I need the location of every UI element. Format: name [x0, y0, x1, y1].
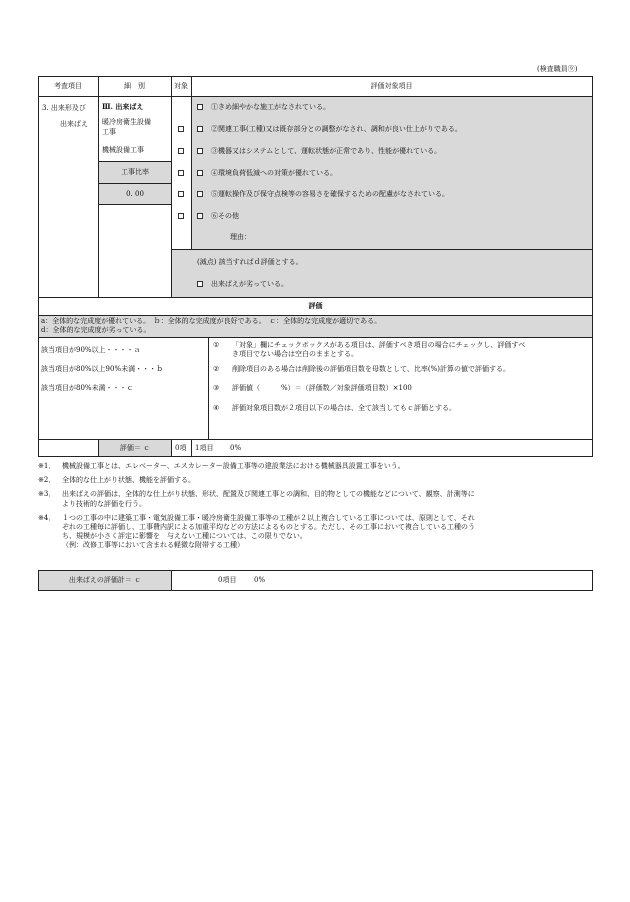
- footnote-2-num: ※2．: [38, 476, 56, 484]
- deduction-title: (減点) 該当すればｄ評価とする。: [197, 258, 303, 266]
- threshold-b: 該当項目が80%以上90%未満・・・ｂ: [41, 365, 164, 373]
- target-checkbox[interactable]: [178, 213, 184, 219]
- header-subcategory: 細 別: [124, 82, 145, 90]
- note-2-line1: 削除項目のある場合は削除後の評価項目数を母数として、比率(%)計算の値で評価する。: [232, 365, 510, 373]
- category-label: 3. 出来形及び: [42, 104, 86, 112]
- note-1-num: ①: [213, 341, 220, 349]
- footnote-4-text-2: ぞれの工種毎に評価し、工事費内訳による加重平均などの方法によるものとする。ただし、その工事において複合している工種のう: [62, 523, 475, 531]
- note-2-num: ②: [213, 365, 220, 373]
- header-category: 考査項目: [54, 82, 82, 90]
- deduction-item: 出来ばえが劣っている。: [211, 280, 288, 288]
- result-count: 0項: [175, 444, 187, 452]
- threshold-c: 該当項目が80%未満・・・ｃ: [41, 384, 134, 392]
- item-checkbox[interactable]: [197, 170, 203, 176]
- note-1-line2: き項目でない場合は空白のままとする。: [232, 350, 358, 358]
- summary-percent: 0%: [254, 576, 266, 584]
- header-target: 対象: [174, 82, 188, 90]
- header-evaluation-items: 評価対象項目: [370, 82, 413, 90]
- result-label: 評価＝ ｃ: [119, 444, 151, 452]
- reason-label: 理由：: [230, 233, 251, 241]
- eval-item-1: ①きめ細やかな施工がなされている。: [211, 103, 330, 111]
- threshold-a: 該当項目が90%以上・・・・ａ: [41, 346, 141, 354]
- eval-item-5: ⑤運転操作及び保守点検等の容易さを確保するための配慮がなされている。: [211, 190, 449, 198]
- evaluation-criteria-2: d：全体的な完成度が劣っている。: [41, 326, 151, 334]
- item-checkbox[interactable]: [197, 126, 203, 132]
- footnote-4-text-3: ち、規模が小さく評定に影響を 与えない工種については、この限りでない。: [62, 532, 307, 540]
- footnote-3-num: ※3．: [38, 490, 56, 498]
- target-checkbox[interactable]: [178, 126, 184, 132]
- eval-item-4: ④環境負荷低減への対策が優れている。: [211, 169, 337, 177]
- deduction-checkbox[interactable]: [197, 281, 203, 287]
- note-4-line1: 評価対象項目数が２項目以下の場合は、全て該当してもｃ評価とする。: [232, 404, 456, 412]
- footnote-1-num: ※1．: [38, 462, 56, 470]
- subcategory-line2: 工事: [102, 128, 116, 136]
- result-count-items: 1項目: [195, 444, 214, 452]
- footnote-4-num: ※4．: [38, 514, 56, 522]
- footnote-2-text: 全体的な仕上がり状態、機能を評価する。: [62, 476, 195, 484]
- summary-count: 0項目: [218, 576, 237, 584]
- eval-item-6: ⑥その他: [211, 212, 239, 220]
- evaluation-title: 評価: [308, 301, 323, 310]
- eval-item-2: ②関連工事(工種)又は既存部分との調整がなされ、調和が良い仕上がりである。: [211, 125, 462, 133]
- evaluation-criteria-1: a：全体的な完成度が優れている。 ｂ：全体的な完成度が良好である。 ｃ：全体的な完成度が適切である。: [41, 317, 382, 325]
- subcategory-line1: 暖冷房衛生設備: [102, 118, 151, 126]
- ratio-label: 工事比率: [121, 168, 149, 176]
- note-1-line1: 「対象」欄にチェックボックスがある項目は、評価すべき項目の場合にチェックし、評価すべ: [232, 341, 526, 349]
- target-checkbox[interactable]: [178, 170, 184, 176]
- item-checkbox[interactable]: [197, 191, 203, 197]
- item-checkbox[interactable]: [197, 213, 203, 219]
- footnote-3-text-1: 出来ばえの評価は、全体的な仕上がり状態、形状、配置及び関連工事との調和、目的物としての機能などについて、観察、計測等に: [62, 490, 475, 498]
- footnote-4-text-4: （例：改修工事等において含まれる軽微な附帯する工種）: [62, 541, 244, 549]
- footnote-4-text-1: １つの工事の中に建築工事・電気設備工事・暖冷房衛生設備工事等の工種が２以上複合している工事については、原則として、それ: [62, 514, 475, 522]
- footnote-3-text-2: より技術的な評価を行う。: [62, 500, 146, 508]
- form-reference: (検査職員⑨): [537, 65, 578, 73]
- note-3-line1: 評価値（ %）＝（評価数／対象評価項目数）×100: [232, 384, 412, 392]
- footnote-1-text: 機械設備工事とは、エレベーター、エスカレーター設備工事等の建設業法における機械器具設置工事をいう。: [62, 462, 405, 470]
- item-checkbox[interactable]: [197, 148, 203, 154]
- note-4-num: ④: [213, 404, 220, 412]
- item-checkbox[interactable]: [197, 104, 203, 110]
- note-3-num: ③: [213, 384, 220, 392]
- summary-label: 出来ばえの評価計＝ ｃ: [68, 576, 142, 584]
- deduction-area-bg: [171, 249, 593, 297]
- result-percent: 0%: [230, 444, 242, 452]
- target-checkbox[interactable]: [178, 191, 184, 197]
- subcategory-line3: 機械設備工事: [102, 146, 144, 154]
- subcategory-title: Ⅲ. 出来ばえ: [102, 102, 144, 111]
- category-label-2: 出来ばえ: [60, 120, 88, 128]
- ratio-value: 0. 00: [126, 190, 144, 198]
- target-checkbox[interactable]: [178, 148, 184, 154]
- eval-item-3: ③機器又はシステムとして、運転状態が正常であり、性能が優れている。: [211, 147, 442, 155]
